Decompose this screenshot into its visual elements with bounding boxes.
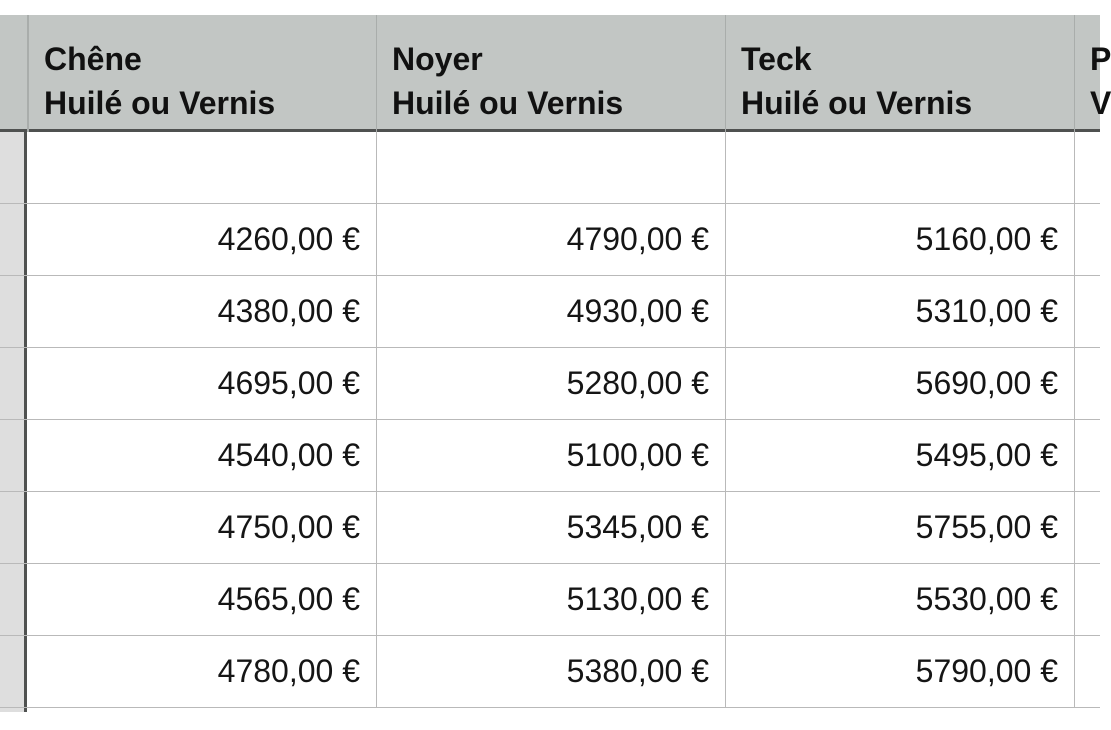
column-header-noyer[interactable]: [377, 15, 726, 132]
cell-partial[interactable]: [1075, 636, 1100, 707]
cell-teck[interactable]: 5690,00 €: [726, 348, 1075, 419]
cell-chene[interactable]: 4540,00 €: [27, 420, 377, 491]
cell-teck[interactable]: 5495,00 €: [726, 420, 1075, 491]
cell-noyer[interactable]: 5100,00 €: [377, 420, 726, 491]
table-row: [27, 276, 1100, 348]
cell-noyer[interactable]: 5280,00 €: [377, 348, 726, 419]
row-header-divider: [0, 635, 27, 636]
cell-noyer[interactable]: [377, 132, 726, 203]
cell-partial[interactable]: [1075, 204, 1100, 275]
row-header-divider: [0, 419, 27, 420]
cell-teck[interactable]: [726, 132, 1075, 203]
column-header-partial[interactable]: [1075, 15, 1111, 132]
cell-chene[interactable]: 4260,00 €: [27, 204, 377, 275]
column-header-subtitle: Huilé ou Vernis: [44, 85, 276, 121]
cell-partial[interactable]: [1075, 492, 1100, 563]
row-header-divider: [0, 347, 27, 348]
cell-teck[interactable]: 5755,00 €: [726, 492, 1075, 563]
row-header-divider: [0, 491, 27, 492]
cell-chene[interactable]: 4750,00 €: [27, 492, 377, 563]
row-header-divider: [0, 203, 27, 204]
table-row: [27, 564, 1100, 636]
cell-noyer[interactable]: 4930,00 €: [377, 276, 726, 347]
cell-teck[interactable]: 5160,00 €: [726, 204, 1075, 275]
column-header-chene[interactable]: [29, 15, 377, 132]
column-header-teck[interactable]: [726, 15, 1075, 132]
cell-noyer[interactable]: 5130,00 €: [377, 564, 726, 635]
table-row: [27, 420, 1100, 492]
column-header-title: Chêne: [44, 41, 142, 77]
column-header-subtitle: Huilé ou Vernis: [392, 85, 624, 121]
cell-teck[interactable]: 5790,00 €: [726, 636, 1075, 707]
row-header-divider: [0, 563, 27, 564]
cell-partial[interactable]: [1075, 420, 1100, 491]
cell-teck[interactable]: 5310,00 €: [726, 276, 1075, 347]
cell-noyer[interactable]: 5345,00 €: [377, 492, 726, 563]
table-row: [27, 636, 1100, 708]
column-header-title: P: [1090, 41, 1111, 77]
table-row: [27, 132, 1100, 204]
cell-chene[interactable]: 4695,00 €: [27, 348, 377, 419]
cell-partial[interactable]: [1075, 348, 1100, 419]
table-row: [27, 492, 1100, 564]
cell-partial[interactable]: [1075, 564, 1100, 635]
cell-noyer[interactable]: 4790,00 €: [377, 204, 726, 275]
column-header-subtitle: Huilé ou Vernis: [741, 85, 973, 121]
table-row: [27, 204, 1100, 276]
cell-chene[interactable]: 4380,00 €: [27, 276, 377, 347]
cell-partial[interactable]: [1075, 276, 1100, 347]
column-header-subtitle: V: [1090, 85, 1111, 121]
column-header-title: Noyer: [392, 41, 483, 77]
cell-chene[interactable]: 4780,00 €: [27, 636, 377, 707]
row-header-divider: [0, 707, 27, 708]
cell-chene[interactable]: [27, 132, 377, 203]
cell-chene[interactable]: 4565,00 €: [27, 564, 377, 635]
row-header-gutter[interactable]: [0, 132, 27, 712]
cell-noyer[interactable]: 5380,00 €: [377, 636, 726, 707]
column-header-title: Teck: [741, 41, 812, 77]
row-header-divider: [0, 275, 27, 276]
cell-teck[interactable]: 5530,00 €: [726, 564, 1075, 635]
table-row: [27, 348, 1100, 420]
cell-partial[interactable]: [1075, 132, 1100, 203]
